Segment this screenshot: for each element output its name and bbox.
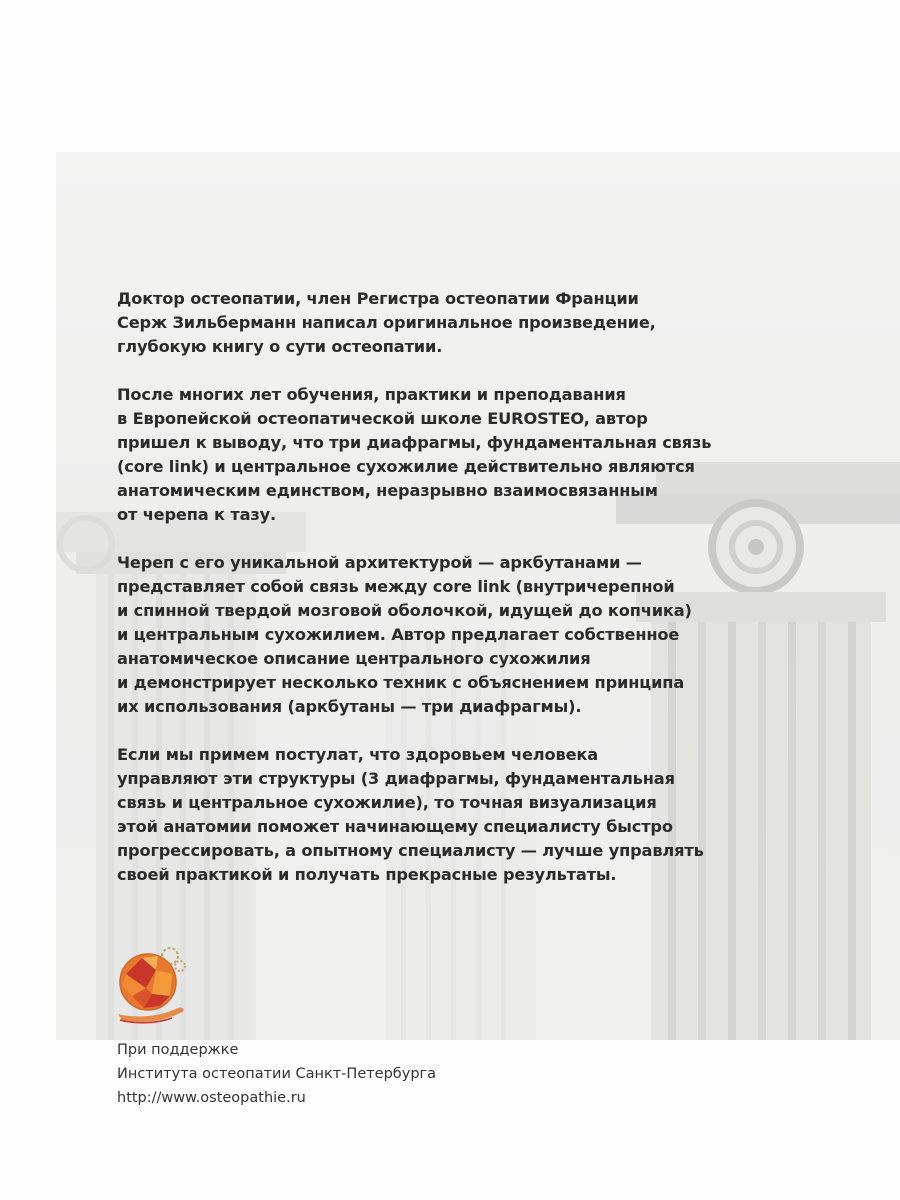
paragraph-2 xyxy=(117,383,757,527)
text-line: Серж Зильберманн написал оригинальное произведение, xyxy=(117,313,656,332)
institute-url[interactable]: http://www.osteopathie.ru xyxy=(117,1090,306,1106)
support-label: При поддержке xyxy=(117,1042,239,1058)
text-line: и демонстрирует несколько техник с объяснением принципа xyxy=(117,673,685,692)
text-line: и центральным сухожилием. Автор предлагает собственное xyxy=(117,625,680,644)
text-line: управляют эти структуры (3 диафрагмы, фундаментальная xyxy=(117,769,675,788)
text-line: Если мы примем постулат, что здоровьем человека xyxy=(117,745,599,764)
text-line: представляет собой связь между core link (внутричерепной xyxy=(117,577,675,596)
text-line: пришел к выводу, что три диафрагмы, фундаментальная связь xyxy=(117,433,712,452)
paragraph-3 xyxy=(117,551,757,719)
text-line: анатомическим единством, неразрывно взаимосвязанным xyxy=(117,481,658,500)
text-line: и спинной твердой мозговой оболочкой, идущей до копчика) xyxy=(117,601,692,620)
text-line: этой анатомии поможет начинающему специалисту быстро xyxy=(117,817,673,836)
text-line: Доктор остеопатии, член Регистра остеопатии Франции xyxy=(117,289,639,308)
text-line: Череп с его уникальной архитектурой — аркбутанами — xyxy=(117,553,642,572)
text-line: анатомическое описание центрального сухожилия xyxy=(117,649,591,668)
text-line: прогрессировать, а опытному специалисту — лучше управлять xyxy=(117,841,704,860)
text-line: своей практикой и получать прекрасные результаты. xyxy=(117,865,617,884)
text-line: в Европейской остеопатической школе EUROSTEO, автор xyxy=(117,409,648,428)
paragraph-4 xyxy=(117,743,757,887)
paragraph-1 xyxy=(117,287,757,359)
osteopathy-institute-logo xyxy=(112,944,196,1028)
institute-name: Института остеопатии Санкт-Петербурга xyxy=(117,1066,437,1082)
text-line: После многих лет обучения, практики и преподавания xyxy=(117,385,626,404)
text-line: от черепа к тазу. xyxy=(117,505,277,524)
text-line: глубокую книгу о сути остеопатии. xyxy=(117,337,443,356)
description-text xyxy=(117,287,757,911)
publisher-footer xyxy=(117,1038,436,1110)
text-line: (core link) и центральное сухожилие действительно являются xyxy=(117,457,695,476)
text-line: их использования (аркбутаны — три диафрагмы). xyxy=(117,697,582,716)
text-line: связь и центральное сухожилие), то точная визуализация xyxy=(117,793,657,812)
